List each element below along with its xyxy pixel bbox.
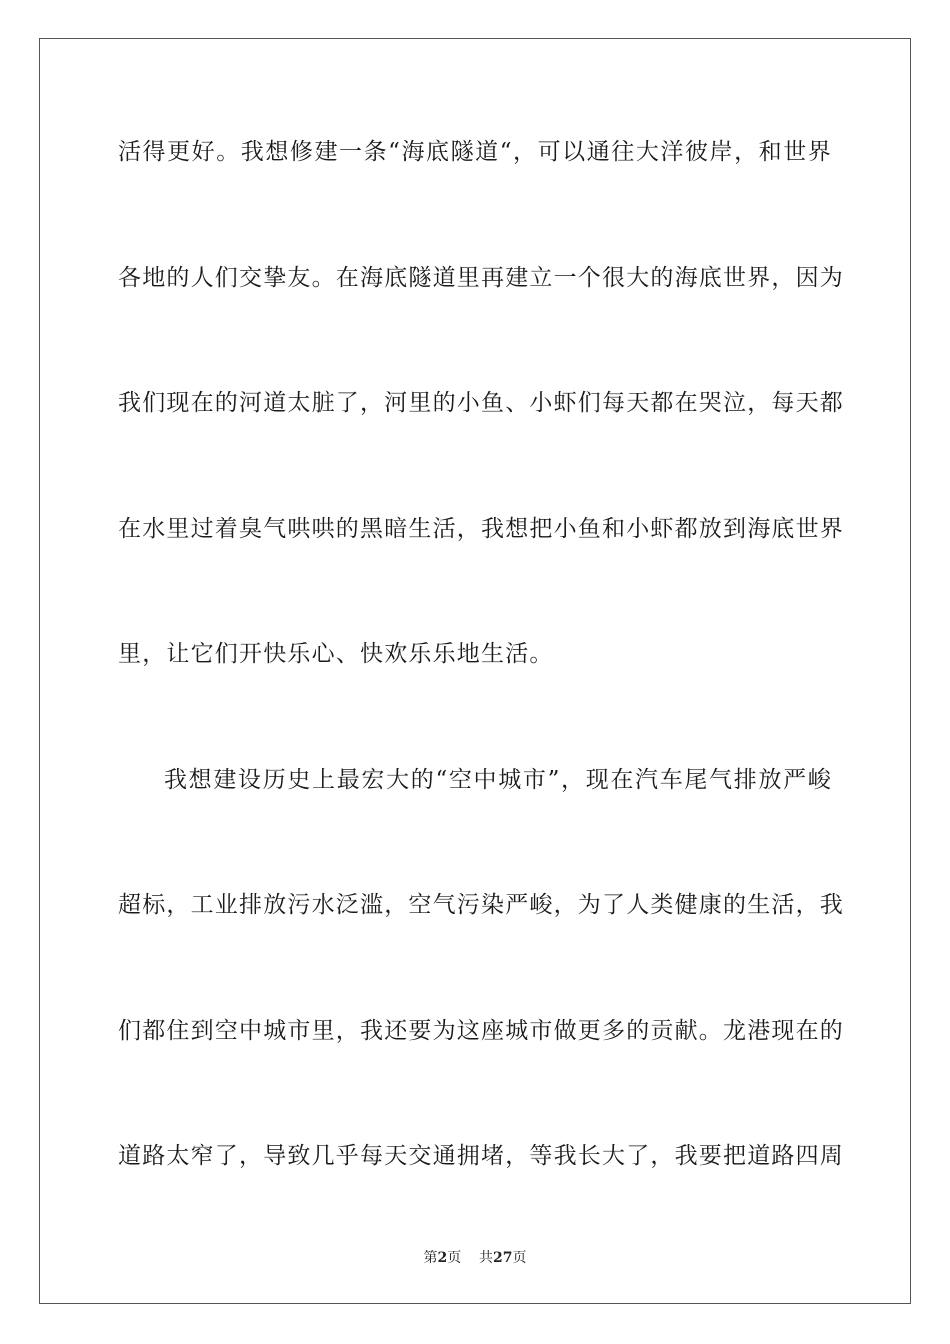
- page-prefix: 第: [423, 1250, 438, 1266]
- page-number: 2: [437, 1250, 448, 1266]
- document-body: [118, 124, 844, 1254]
- text-line: 各地的人们交挚友。在海底隧道里再建立一个很大的海底世界，因为: [118, 264, 844, 291]
- text-line: 们都住到空中城市里，我还要为这座城市做更多的贡献。龙港现在的: [118, 1017, 844, 1044]
- text-line: 在水里过着臭气哄哄的黑暗生活，我想把小鱼和小虾都放到海底世界: [118, 515, 844, 542]
- total-prefix: 共: [479, 1250, 494, 1266]
- page-footer: [0, 1247, 950, 1267]
- paragraph-start-line: 我想建设历史上最宏大的“空中城市”，现在汽车尾气排放严峻: [164, 766, 832, 793]
- page-suffix: 页: [447, 1250, 462, 1266]
- text-line: 道路太窄了，导致几乎每天交通拥堵，等我长大了，我要把道路四周: [118, 1143, 844, 1169]
- text-line: 活得更好。我想修建一条“海底隧道“，可以通往大洋彼岸，和世界: [118, 139, 832, 165]
- text-line: 超标，工业排放污水泛滥，空气污染严峻，为了人类健康的生活，我: [118, 892, 844, 918]
- text-line: 我们现在的河道太脏了，河里的小鱼、小虾们每天都在哭泣，每天都: [118, 390, 844, 416]
- total-pages: 27: [493, 1250, 513, 1266]
- total-suffix: 页: [512, 1250, 527, 1266]
- paragraph-end-line: 里，让它们开快乐心、快欢乐乐地生活。: [118, 641, 554, 667]
